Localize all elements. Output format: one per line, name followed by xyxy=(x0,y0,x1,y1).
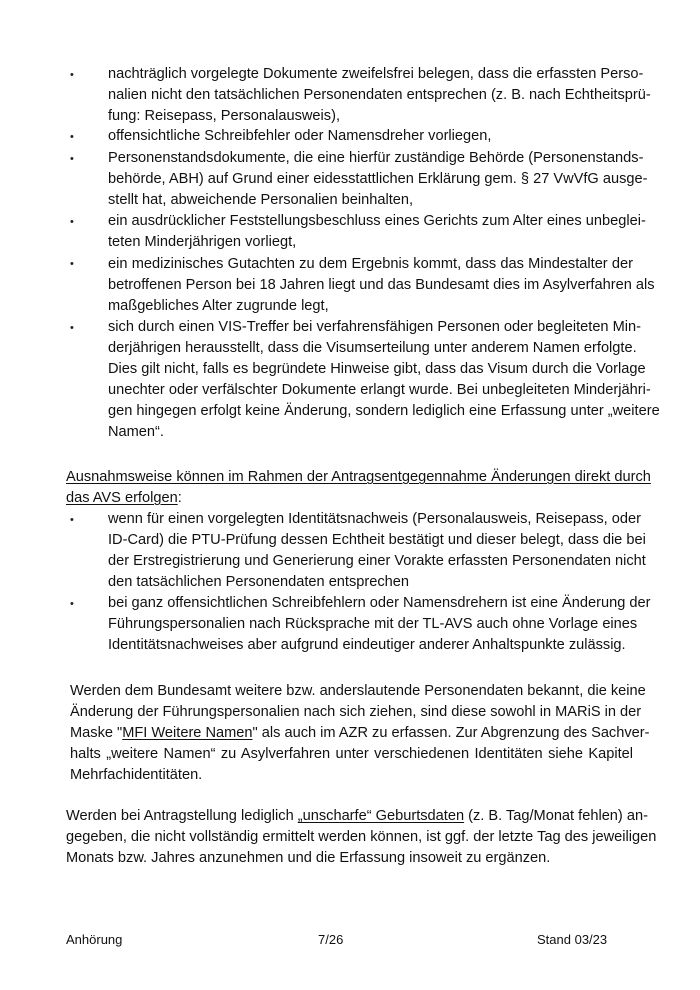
bullet-marker: • xyxy=(70,216,74,228)
footer-page-number: 7/26 xyxy=(318,932,344,947)
bullet-marker: • xyxy=(70,131,74,143)
list-item-line: offensichtliche Schreibfehler oder Namensdreher vorliegen, xyxy=(108,128,492,144)
bullet-marker: • xyxy=(70,598,74,610)
list-item-line: ID-Card) die PTU-Prüfung dessen Echtheit bestätigt und dieser belegt, dass die bei xyxy=(108,532,646,548)
paragraph-text: " als auch im AZR zu erfassen. Zur Abgrenzung des Sachver- xyxy=(252,725,650,741)
paragraph-line xyxy=(66,808,648,825)
paragraph-text: Maske " xyxy=(70,725,123,741)
paragraph-text: Werden bei Antragstellung lediglich xyxy=(66,808,298,824)
list-item-line: derjährigen herausstellt, dass die Visumserteilung unter anderem Namen erfolgte. xyxy=(108,340,637,356)
list-item-line: Identitätsnachweises aber aufgrund eindeutiger anderer Anhaltspunkte zulässig. xyxy=(108,637,626,653)
unscharfe-geburtsdaten-term: „unscharfe“ Geburtsdaten xyxy=(297,808,465,824)
bullet-marker: • xyxy=(70,514,74,526)
list-item-line: ein ausdrücklicher Feststellungsbeschluss eines Gerichts zum Alter eines unbeglei- xyxy=(108,213,646,229)
exception-heading-colon: : xyxy=(177,490,182,506)
bullet-marker: • xyxy=(70,153,74,165)
paragraph-line: Werden dem Bundesamt weitere bzw. anderslautende Personendaten bekannt, die keine xyxy=(70,683,646,699)
paragraph-text: (z. B. Tag/Monat fehlen) an- xyxy=(464,808,648,824)
list-item-line: betroffenen Person bei 18 Jahren liegt und das Bundesamt dies im Asylverfahren als xyxy=(108,277,655,293)
exception-heading-line1: Ausnahmsweise können im Rahmen der Antragsentgegennahme Änderungen direkt durch xyxy=(66,469,651,485)
list-item-line: gen hingegen erfolgt keine Änderung, sondern lediglich eine Erfassung unter „weitere xyxy=(108,403,660,419)
list-item-line: Namen“. xyxy=(108,424,164,440)
list-item-line: Führungspersonalien nach Rücksprache mit der TL-AVS auch ohne Vorlage eines xyxy=(108,616,638,632)
exception-heading-line2 xyxy=(66,490,182,507)
paragraph-line: halts „weitere Namen“ zu Asylverfahren unter verschiedenen Identitäten siehe Kapitel xyxy=(70,746,633,762)
list-item-line: Dies gilt nicht, falls es begründete Hinweise gibt, dass das Visum durch die Vorlage xyxy=(108,361,646,377)
bullet-marker: • xyxy=(70,322,74,334)
paragraph-line: Änderung der Führungspersonalien nach sich ziehen, sind diese sowohl in MARiS in der xyxy=(70,704,642,720)
list-item-line: nachträglich vorgelegte Dokumente zweifelsfrei belegen, dass die erfassten Perso- xyxy=(108,66,644,82)
list-item-line: nalien nicht den tatsächlichen Personendaten entsprechen (z. B. nach Echtheitsprü- xyxy=(108,87,651,103)
bullet-marker: • xyxy=(70,69,74,81)
paragraph-line: gegeben, die nicht vollständig ermittelt werden können, ist ggf. der letzte Tag des jeweiligen xyxy=(66,829,657,845)
list-item-line: behörde, ABH) auf Grund einer eidesstattlichen Erklärung gem. § 27 VwVfG ausge- xyxy=(108,171,648,187)
list-item-line: bei ganz offensichtlichen Schreibfehlern oder Namensdrehern ist eine Änderung der xyxy=(108,595,651,611)
list-item-line: unechter oder verfälschter Dokumente erlangt wurde. Bei unbegleiteten Minderjähri- xyxy=(108,382,651,398)
mfi-weitere-namen-link[interactable]: MFI Weitere Namen xyxy=(122,725,253,741)
list-item-line: stellt hat, abweichende Personalien beinhalten, xyxy=(108,192,414,208)
list-item-line: der Erstregistrierung und Generierung einer Vorakte erfassten Personendaten nicht xyxy=(108,553,646,569)
bullet-marker: • xyxy=(70,258,74,270)
paragraph-line: Monats bzw. Jahres anzunehmen und die Erfassung insoweit zu ergänzen. xyxy=(66,850,551,866)
list-item-line: maßgebliches Alter zugrunde legt, xyxy=(108,298,329,314)
list-item-line: wenn für einen vorgelegten Identitätsnachweis (Personalausweis, Reisepass, oder xyxy=(108,511,641,527)
footer-right: Stand 03/23 xyxy=(537,932,608,947)
paragraph-line xyxy=(70,725,650,742)
list-item-line: fung: Reisepass, Personalausweis), xyxy=(108,108,340,124)
exception-heading-underlined: das AVS erfolgen xyxy=(66,490,178,506)
list-item-line: den tatsächlichen Personendaten entsprechen xyxy=(108,574,410,590)
list-item-line: sich durch einen VIS-Treffer bei verfahrensfähigen Personen oder begleiteten Min- xyxy=(108,319,641,335)
paragraph-line: Mehrfachidentitäten. xyxy=(70,767,203,783)
list-item-line: Personenstandsdokumente, die eine hierfür zuständige Behörde (Personenstands- xyxy=(108,150,644,166)
list-item-line: teten Minderjährigen vorliegt, xyxy=(108,234,297,250)
list-item-line: ein medizinisches Gutachten zu dem Ergebnis kommt, dass das Mindestalter der xyxy=(108,256,633,272)
footer-left: Anhörung xyxy=(66,932,123,947)
